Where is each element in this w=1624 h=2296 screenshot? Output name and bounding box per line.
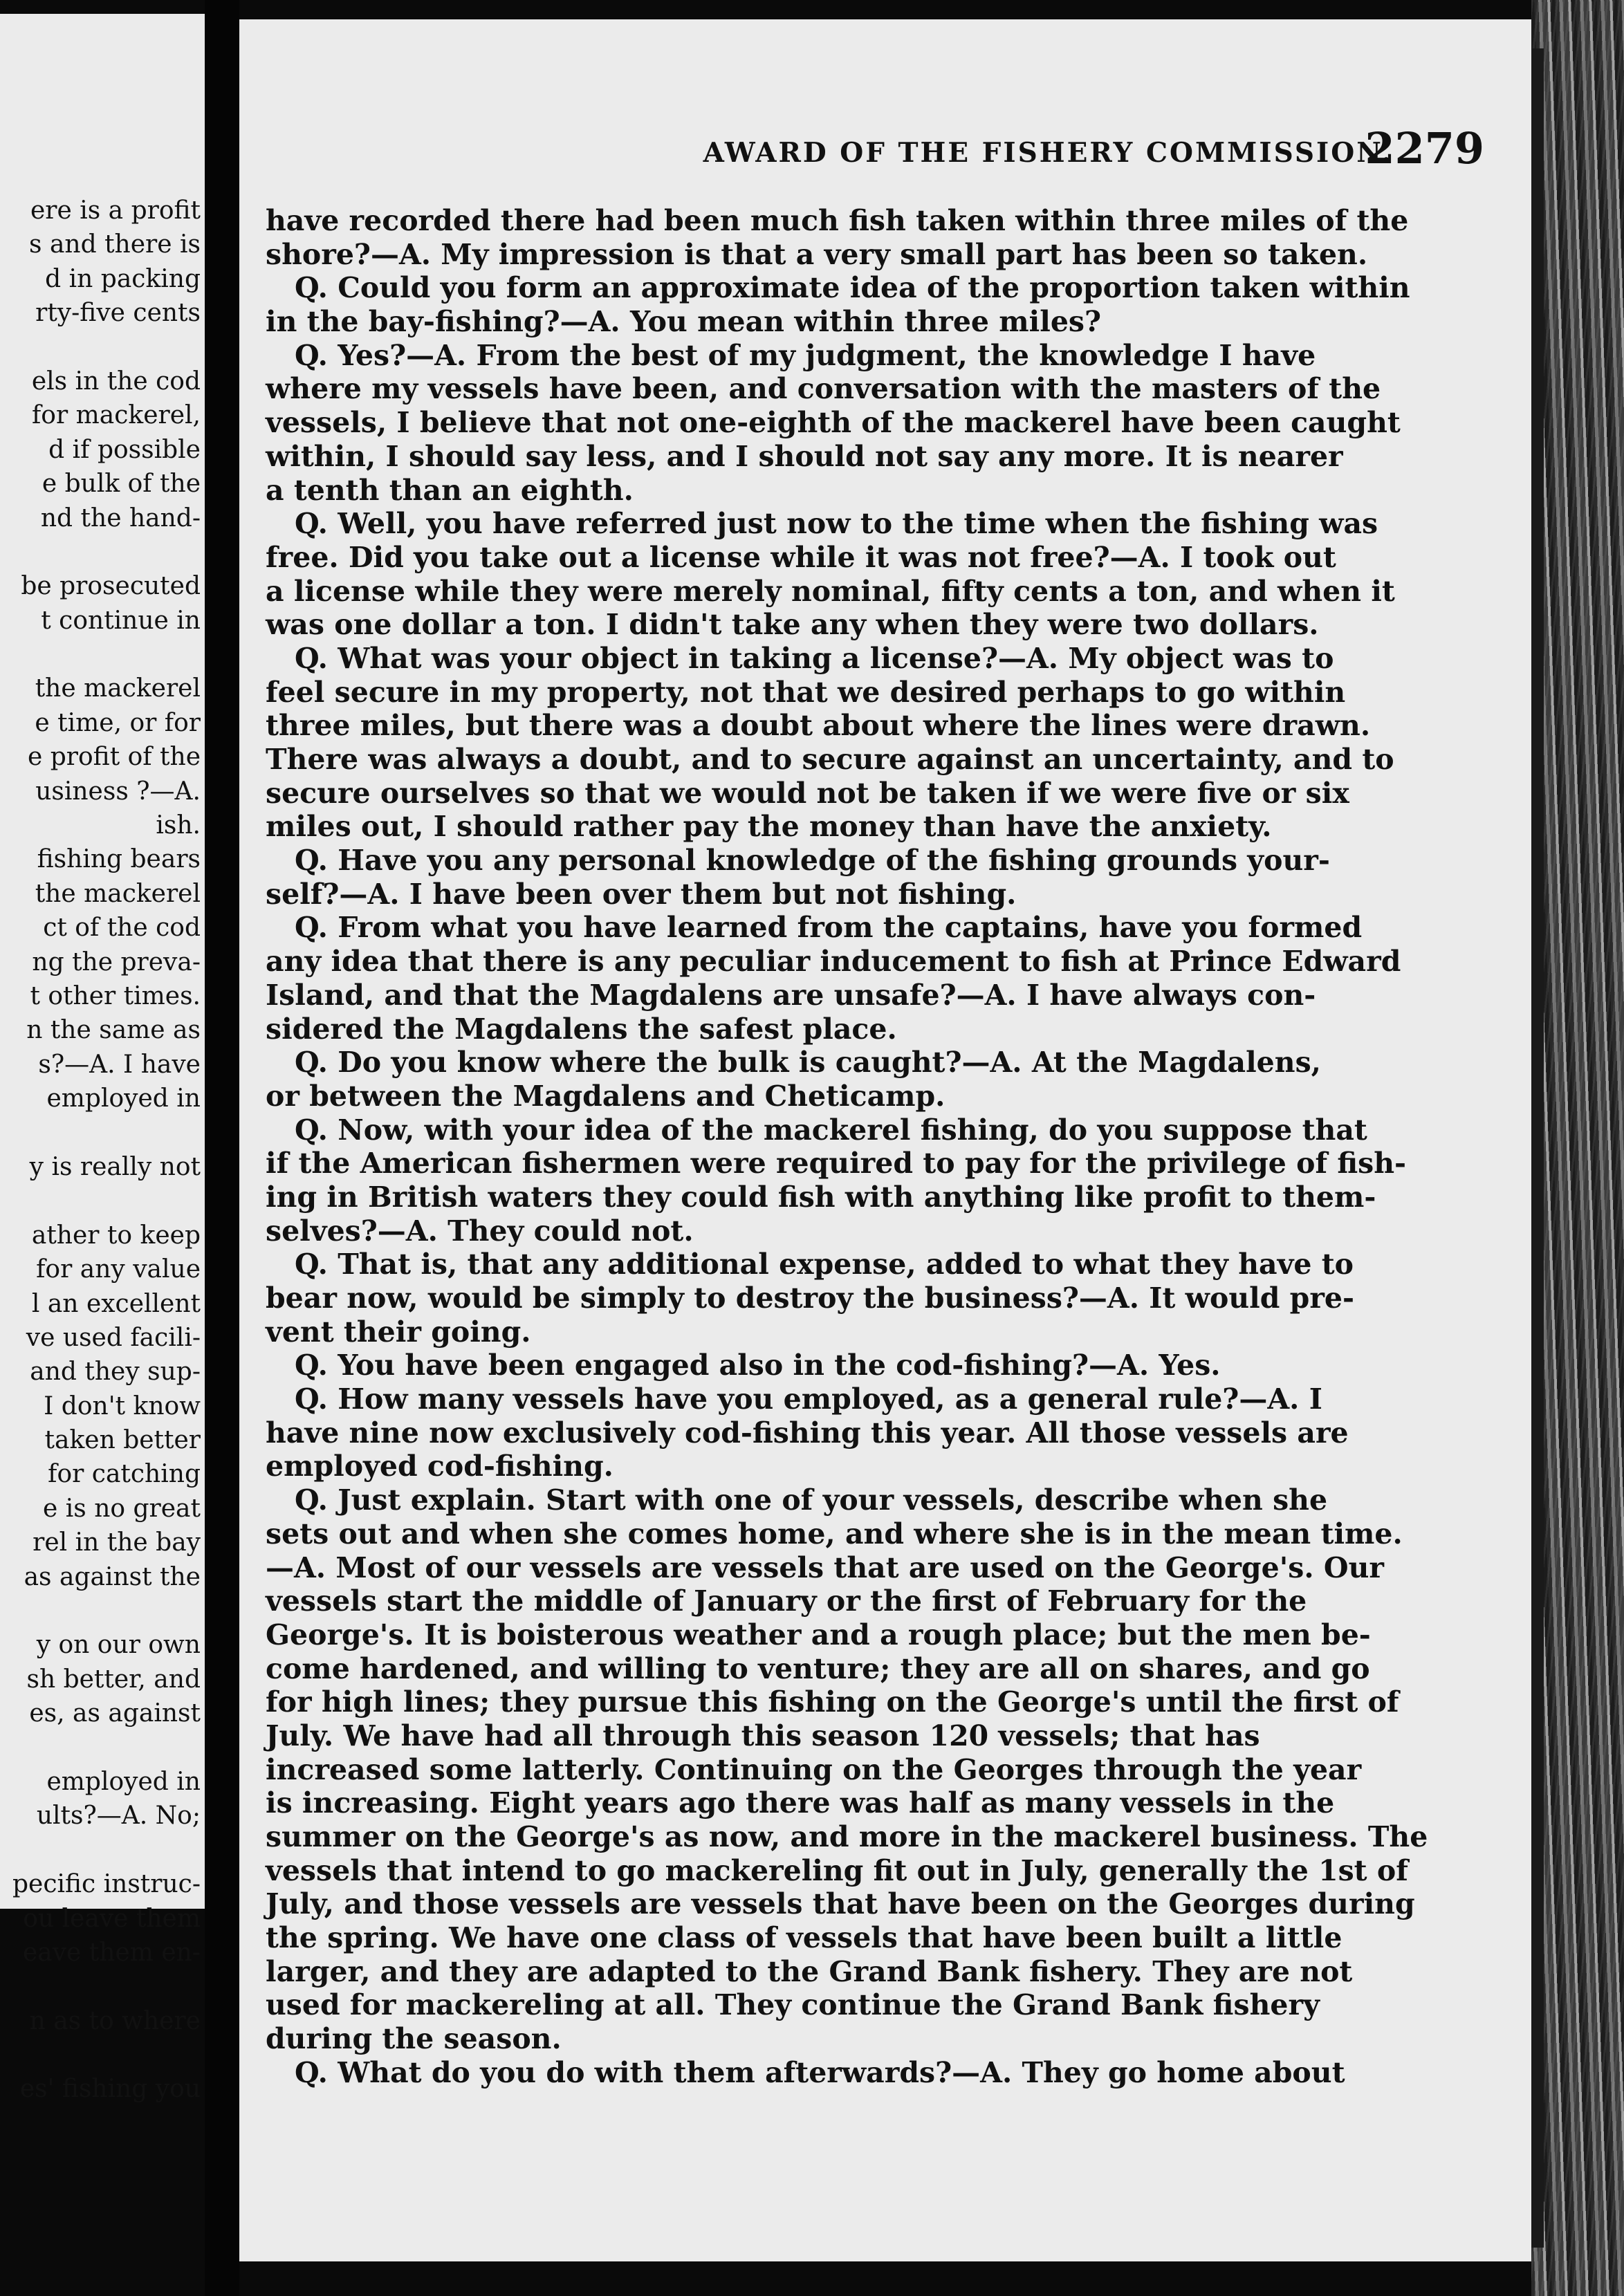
left-text-line: ere is a profit: [30, 196, 201, 225]
left-text-line: ct of the cod: [43, 914, 201, 943]
left-text-line: as against the: [24, 1562, 201, 1591]
text-line: used for mackereling at all. They continue the Grand Bank fishery: [266, 1988, 1320, 2022]
text-line: larger, and they are adapted to the Grand Bank fishery. They are not: [266, 1954, 1353, 1988]
text-line: Island, and that the Magdalens are unsafe?—A. I have always con-: [266, 978, 1316, 1012]
text-line: vent their going.: [266, 1315, 531, 1349]
left-text-line: l an excellent: [31, 1289, 201, 1318]
left-text-line: ults?—A. No;: [36, 1802, 201, 1831]
left-text-line: ou leave them: [23, 1904, 201, 1933]
text-line: shore?—A. My impression is that a very small part has been so taken.: [266, 237, 1368, 271]
text-line: employed cod-fishing.: [266, 1450, 613, 1483]
left-text-line: [0, 1833, 201, 1867]
left-text-line: the mackerel: [35, 879, 201, 908]
left-text-line: [0, 535, 201, 569]
text-line: miles out, I should rather pay the money than have the anxiety.: [266, 810, 1272, 844]
left-text-line: and they sup-: [30, 1358, 201, 1387]
previous-page-text: [0, 194, 201, 2107]
text-line: Q. From what you have learned from the captains, have you formed: [295, 911, 1363, 945]
left-text-line: es, as against: [29, 1699, 201, 1728]
left-text-line: rty-five cents: [35, 299, 201, 328]
left-text-line: y on our own: [36, 1631, 201, 1660]
text-line: There was always a doubt, and to secure against an uncertainty, and to: [266, 743, 1394, 776]
left-text-line: usiness ?—A.: [35, 777, 201, 806]
text-line: summer on the George's as now, and more in the mackerel business. The: [266, 1820, 1428, 1853]
text-line: for high lines; they pursue this fishing on the George's until the first of: [266, 1685, 1399, 1719]
text-line: sets out and when she comes home, and where she is in the mean time.: [266, 1517, 1403, 1550]
text-line: come hardened, and willing to venture; they are all on shares, and go: [266, 1651, 1370, 1685]
left-text-line: t continue in: [41, 606, 201, 635]
text-line: have nine now exclusively cod-fishing this year. All those vessels are: [266, 1416, 1349, 1450]
left-text-line: s and there is: [29, 230, 201, 259]
left-text-line: e time, or for: [35, 708, 201, 737]
text-line: increased some latterly. Continuing on the Georges through the year: [266, 1752, 1362, 1786]
text-line: vessels that intend to go mackereling fit out in July, generally the 1st of: [266, 1853, 1408, 1887]
text-line: George's. It is boisterous weather and a rough place; but the men be-: [266, 1618, 1371, 1651]
text-line: Q. Just explain. Start with one of your vessels, describe when she: [295, 1483, 1328, 1517]
left-text-line: I don't know: [44, 1391, 201, 1420]
left-text-line: rel in the bay: [33, 1528, 201, 1557]
text-line: —A. Most of our vessels are vessels that are used on the George's. Our: [266, 1550, 1384, 1584]
text-line: Q. Well, you have referred just now to the time when the fishing was: [295, 507, 1378, 541]
text-line: Q. Could you form an approximate idea of the proportion taken within: [295, 271, 1410, 305]
text-line: Q. Do you know where the bulk is caught?—A. At the Magdalens,: [295, 1046, 1321, 1080]
text-line: free. Did you take out a license while it was not free?—A. I took out: [266, 540, 1336, 574]
left-text-line: [0, 331, 201, 364]
text-line: Q. What was your object in taking a license?—A. My object was to: [295, 641, 1334, 675]
text-line: feel secure in my property, not that we desired perhaps to go within: [266, 675, 1346, 709]
left-text-line: eave them en-: [22, 1938, 201, 1967]
text-line: a license while they were merely nominal, fifty cents a ton, and when it: [266, 574, 1395, 608]
left-text-line: [0, 638, 201, 672]
text-line: within, I should say less, and I should not say any more. It is nearer: [266, 439, 1343, 473]
left-text-line: pecific instruc-: [12, 1870, 201, 1899]
text-line: vessels start the middle of January or the first of February for the: [266, 1584, 1307, 1618]
text-line: a tenth than an eighth.: [266, 473, 634, 507]
text-line: is increasing. Eight years ago there was half as many vessels in the: [266, 1786, 1335, 1820]
left-text-line: y is really not: [29, 1152, 201, 1181]
text-line: ing in British waters they could fish with anything like profit to them-: [266, 1180, 1376, 1214]
text-line: if the American fishermen were required to pay for the privilege of fish-: [266, 1147, 1407, 1181]
left-text-line: sh better, and: [26, 1665, 201, 1694]
text-line: three miles, but there was a doubt about where the lines were drawn.: [266, 709, 1371, 743]
book-gutter: [205, 0, 239, 2296]
body-text: [266, 204, 1600, 2090]
left-text-line: fishing bears: [37, 845, 201, 874]
running-head: AWARD OF THE FISHERY COMMISSION.: [703, 137, 1393, 169]
left-text-line: [0, 1116, 201, 1150]
left-text-line: n as to where: [29, 2006, 201, 2035]
text-line: July, and those vessels are vessels that have been on the Georges during: [266, 1887, 1415, 1921]
left-text-line: t other times.: [30, 981, 201, 1010]
left-text-line: employed in: [46, 1084, 201, 1113]
left-text-line: ish.: [156, 811, 201, 840]
left-text-line: [0, 1594, 201, 1628]
left-text-line: d if possible: [48, 435, 201, 464]
page-edge-shadow: [1531, 48, 1544, 2248]
text-line: during the season.: [266, 2022, 562, 2056]
left-text-line: es' fishing you: [19, 2075, 201, 2104]
text-line: Q. Now, with your idea of the mackerel fishing, do you suppose that: [295, 1113, 1367, 1147]
text-line: Q. How many vessels have you employed, as a general rule?—A. I: [295, 1382, 1322, 1416]
left-text-line: nd the hand-: [40, 503, 201, 533]
text-line: was one dollar a ton. I didn't take any when they were two dollars.: [266, 608, 1319, 642]
left-text-line: employed in: [46, 1767, 201, 1796]
text-line: sidered the Magdalens the safest place.: [266, 1012, 897, 1046]
left-text-line: ve used facili-: [26, 1323, 201, 1352]
text-line: bear now, would be simply to destroy the business?—A. It would pre-: [266, 1281, 1355, 1315]
text-line: Q. You have been engaged also in the cod-fishing?—A. Yes.: [295, 1349, 1221, 1382]
previous-page-fragment: [0, 14, 205, 2104]
text-line: Q. Have you any personal knowledge of the fishing grounds your-: [295, 844, 1330, 878]
text-line: self?—A. I have been over them but not fishing.: [266, 877, 1017, 911]
left-text-line: [0, 1970, 201, 2003]
left-text-line: e is no great: [43, 1494, 201, 1523]
text-line: Q. Yes?—A. From the best of my judgment, the knowledge I have: [295, 338, 1316, 372]
left-text-line: ather to keep: [31, 1221, 201, 1250]
text-line: secure ourselves so that we would not be taken if we were five or six: [266, 776, 1349, 810]
left-text-line: [0, 1731, 201, 1765]
left-text-line: for mackerel,: [31, 401, 201, 430]
left-text-line: be prosecuted: [21, 572, 201, 601]
left-text-line: [0, 1184, 201, 1218]
text-line: Q. What do you do with them afterwards?—A. They go home about: [295, 2055, 1345, 2089]
text-line: or between the Magdalens and Cheticamp.: [266, 1079, 945, 1113]
book-page: [239, 19, 1531, 2261]
text-line: have recorded there had been much fish taken within three miles of the: [266, 204, 1409, 237]
page-edge-marbling: [1531, 0, 1624, 2296]
text-line: vessels, I believe that not one-eighth of the mackerel have been caught: [266, 406, 1401, 440]
page-number: 2279: [1365, 123, 1484, 174]
left-text-line: els in the cod: [31, 367, 201, 396]
left-text-line: n the same as: [26, 1016, 201, 1045]
text-line: Q. That is, that any additional expense, added to what they have to: [295, 1248, 1354, 1281]
left-text-line: s?—A. I have: [38, 1050, 201, 1079]
left-text-line: [0, 2038, 201, 2072]
left-text-line: d in packing: [45, 264, 201, 293]
text-line: July. We have had all through this season 120 vessels; that has: [266, 1719, 1260, 1752]
text-line: in the bay-fishing?—A. You mean within three miles?: [266, 305, 1102, 339]
text-line: where my vessels have been, and conversation with the masters of the: [266, 372, 1381, 406]
left-text-line: for any value: [36, 1255, 201, 1284]
left-text-line: e bulk of the: [41, 470, 201, 499]
left-text-line: e profit of the: [28, 743, 201, 772]
text-line: selves?—A. They could not.: [266, 1214, 694, 1248]
left-text-line: ng the preva-: [32, 947, 201, 976]
text-line: the spring. We have one class of vessels that have been built a little: [266, 1921, 1342, 1955]
left-text-line: taken better: [44, 1426, 201, 1455]
text-line: any idea that there is any peculiar inducement to fish at Prince Edward: [266, 945, 1401, 979]
left-text-line: the mackerel: [35, 674, 201, 703]
left-text-line: for catching: [48, 1460, 201, 1489]
